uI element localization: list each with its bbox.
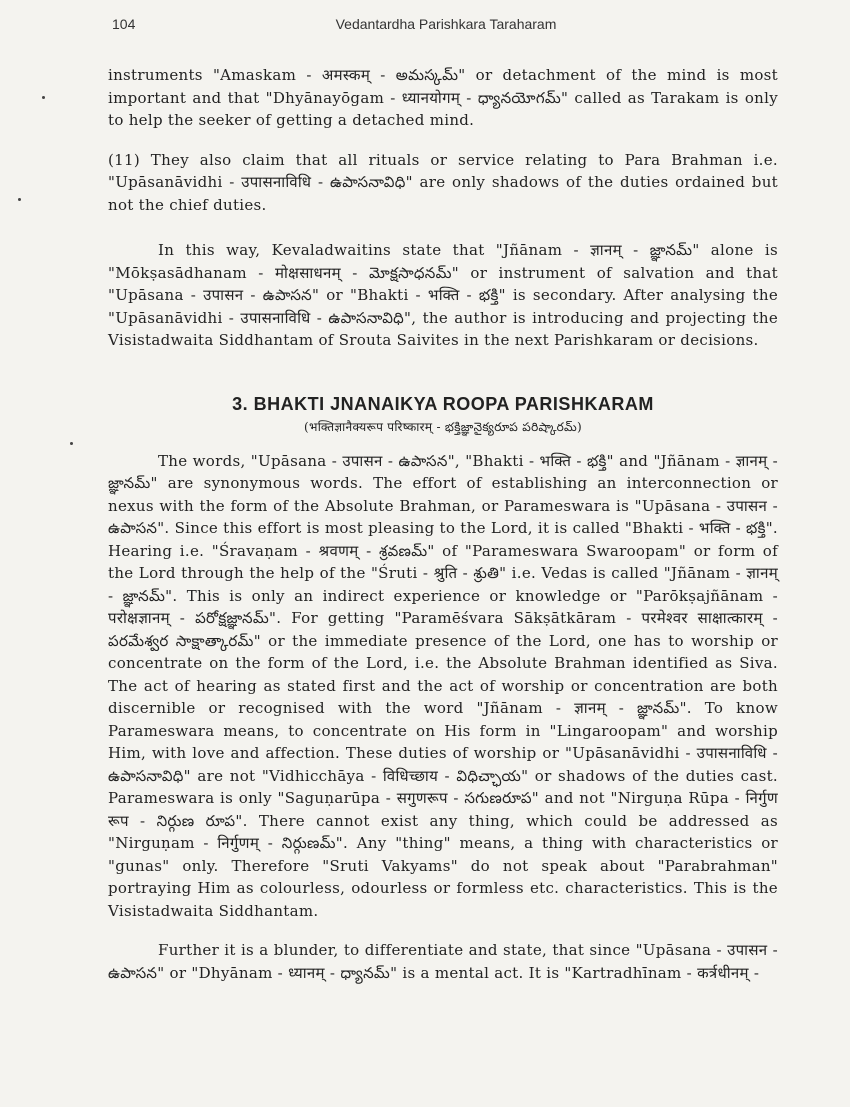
paragraph-instruments: instruments "Amaskam - अमस्कम् - అమస్కమ్" or detachment of the mind is most important and that "Dhyānayōgam - ध्यानयोगम् - ధ్యానయోగమ్" called as Tarakam is only to help the seeker of getting a detached mind.	[108, 66, 778, 129]
paragraph-further: Further it is a blunder, to differentiate and state, that since "Upāsana - उपासन - ఉపాసన" or "Dhyānam - ध्यानम् - ధ్యానమ్" is a mental act. It is "Kartradhīnam - कर्त्रधीनम् -	[108, 941, 778, 982]
scan-speck	[70, 442, 73, 445]
paragraph-kevaladwaitins: In this way, Kevaladwaitins state that "Jñānam - ज्ञानम् - జ్ఞానమ్" alone is "Mōkṣasādhanam - मोक्षसाधनम् - మోక్షసాధనమ్" or instrument of salvation and that "Upāsana - उपासन - ఉపాసన" or "Bhakti - भक्ति - భక్తి" is secondary. After analysing the "Upāsanāvidhi - उपासनाविधि - ఉపాసనావిధి", the author is introducing and projecting the Visistadwaita Siddhantam of Srouta Saivites in the next Parishkaram or decisions.	[108, 241, 778, 349]
body-text	[108, 64, 778, 984]
section-heading: 3. BHAKTI JNANAIKYA ROOPA PARISHKARAM	[232, 393, 654, 414]
paragraph-synonymous-words: The words, "Upāsana - उपासन - ఉపాసన", "Bhakti - भक्ति - భక్తి" and "Jñānam - ज्ञानम् - జ్ఞానమ్" are synonymous words. The effort of establishing an interconnection or nexus with the form of the Absolute Brahman, or Parameswara is "Upāsana - उपासन - ఉపాసన". Since this effort is most pleasing to the Lord, it is called "Bhakti - भक्ति - భక్తి". Hearing i.e. "Śravaṇam - श्रवणम् - శ్రవణమ్" of "Parameswara Swaroopam" or form of the Lord through the help of the "Śruti - श्रुति - శ్రుతి" i.e. Vedas is called "Jñānam - ज्ञानम् - జ్ఞానమ్". This is only an indirect experience or knowledge or "Parōkṣajñānam - परोक्षज्ञानम् - పరోక్షజ్ఞానమ్". For getting "Paramēśvara Sākṣātkāram - परमेश्वर साक्षात्कारम् - పరమేశ్వర సాక్షాత్కారమ్" or the immediate presence of the Lord, one has to worship or concentrate on the form of the Lord, i.e. the Absolute Brahman identified as Siva. The act of hearing as stated first and the act of worship or concentration are both discernible or recognised with the word "Jñānam - ज्ञानम् - జ్ఞానమ్". To know Parameswara means, to concentrate on His form in "Lingaroopam" and worship Him, with love and affection. These duties of worship or "Upāsanāvidhi - उपासनाविधि - ఉపాసనావిధి" are not "Vidhicchāya - विधिच्छाय - విధిచ్ఛాయ" or shadows of the duties cast. Parameswara is only "Saguṇarūpa - सगुणरूप - సగుణరూప" and not "Nirguṇa Rūpa - निर्गुण रूप - నిర్గుణ రూప". There cannot exist any thing, which could be addressed as "Nirguṇam - निर्गुणम् - నిర్గుణమ్". Any "thing" means, a thing with characteristics or "gunas" only. Therefore "Sruti Vakyams" do not speak about "Parabrahman" portraying Him as colourless, odourless or formless etc. characteristics. This is the Visistadwaita Siddhantam.	[108, 451, 778, 920]
paragraph-point-11: (11) They also claim that all rituals or service relating to Para Brahman i.e. "Upāsanāvidhi - उपासनाविधि - ఉపాసనావిధి" are only shadows of the duties ordained but not the chief duties.	[108, 150, 778, 214]
scan-speck	[18, 198, 21, 201]
page-number: 104	[112, 16, 136, 32]
scan-speck	[42, 96, 45, 99]
section-subheading: (भक्तिज्ञानैक्यरूप परिष्कारम् - భక్తిజ్ఞానైక్యరూప పరిష్కారమ్)	[304, 419, 582, 434]
page-header	[112, 16, 780, 38]
running-title: Vedantardha Parishkara Taraharam	[335, 16, 557, 32]
